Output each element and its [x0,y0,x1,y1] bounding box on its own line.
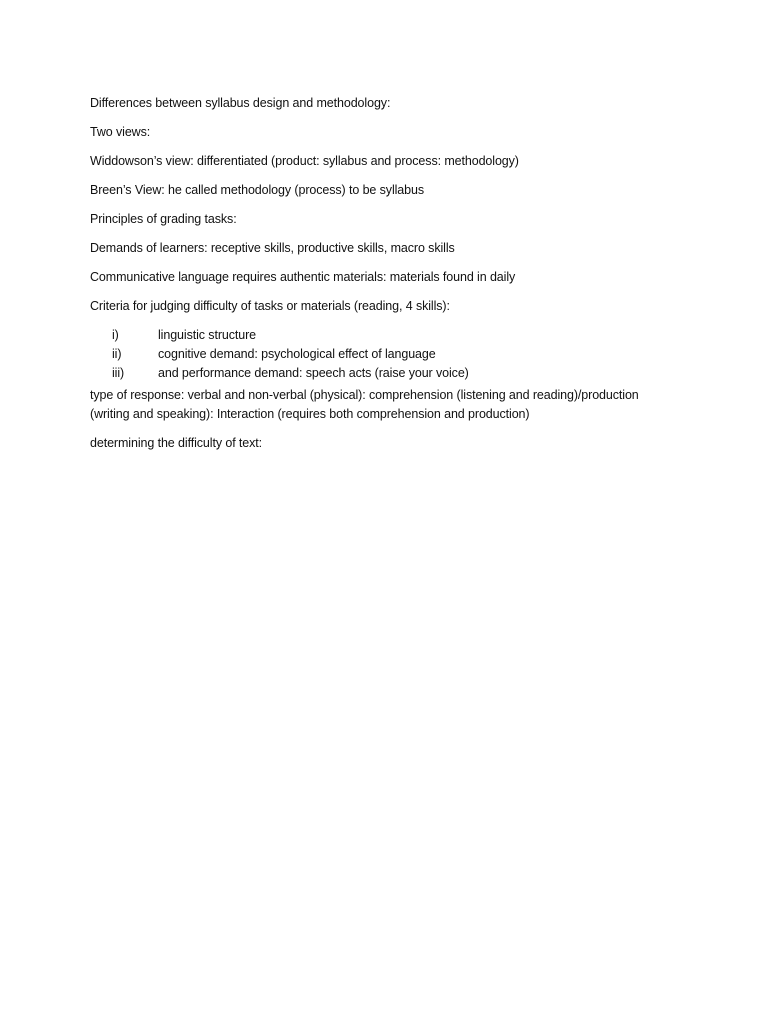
widdowson-view: Widdowson’s view: differentiated (product: syllabus and process: methodology) [90,154,519,168]
list-item [90,364,680,383]
demands-of-learners: Demands of learners: receptive skills, productive skills, macro skills [90,241,455,255]
criteria-heading: Criteria for judging difficulty of tasks or materials (reading, 4 skills): [90,299,450,313]
two-views-label: Two views: [90,125,151,139]
list-marker: ii) [112,347,122,361]
list-item-text: cognitive demand: psychological effect of language [158,347,436,361]
type-of-response: type of response: verbal and non-verbal (physical): comprehension (listening and reading)/production (writing and speaking): Interaction (requires both comprehension and production) [90,388,639,421]
principles-heading: Principles of grading tasks: [90,212,237,226]
authentic-materials: Communicative language requires authentic materials: materials found in daily [90,270,516,284]
criteria-list [90,326,680,383]
document-body [90,94,680,463]
list-marker: iii) [112,366,125,380]
list-marker: i) [112,328,119,342]
list-item-text: linguistic structure [158,328,257,342]
breen-view: Breen’s View: he called methodology (process) to be syllabus [90,183,425,197]
list-item [90,345,680,364]
list-item-text: and performance demand: speech acts (raise your voice) [158,366,469,380]
heading-differences: Differences between syllabus design and methodology: [90,96,391,110]
difficulty-of-text: determining the difficulty of text: [90,436,263,450]
list-item [90,326,680,345]
